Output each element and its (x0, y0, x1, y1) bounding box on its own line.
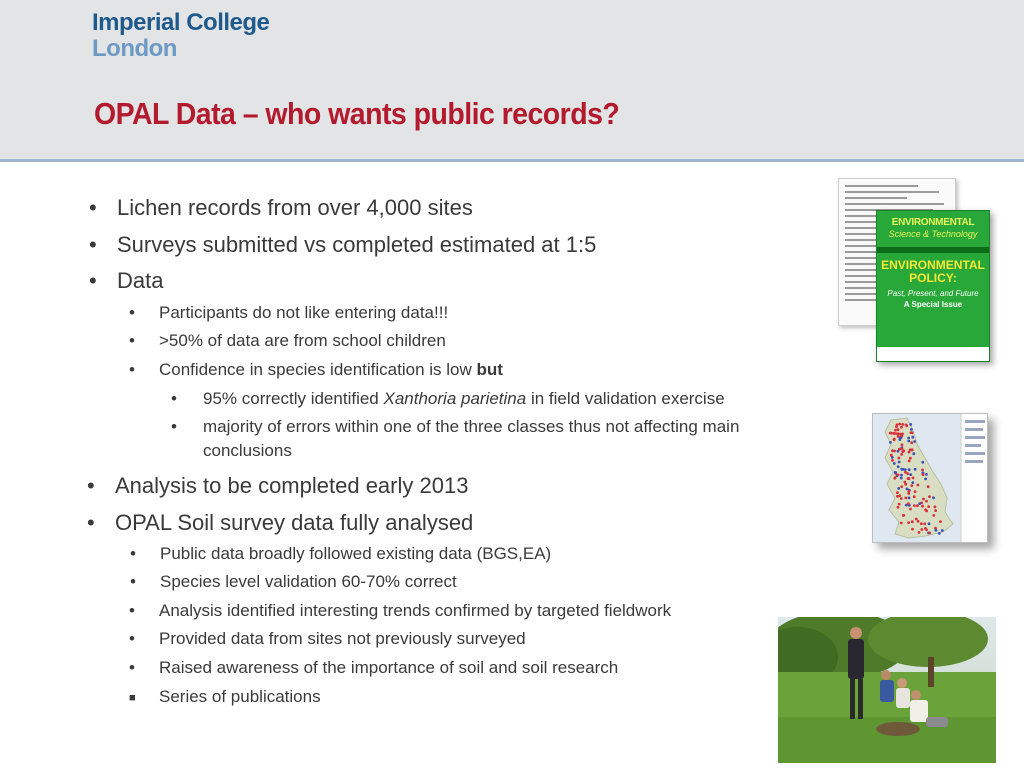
square-bullet-icon: ■ (129, 692, 136, 704)
map-record-dot (896, 495, 899, 498)
bullet-text: Lichen records from over 4,000 sites (117, 195, 473, 220)
map-record-dot (908, 460, 911, 463)
map-record-dot (894, 471, 897, 474)
map-record-dot (898, 457, 901, 460)
sub-bullet-confidence (129, 360, 503, 380)
map-record-dot (908, 468, 911, 471)
bullet-icon: • (129, 601, 135, 620)
sub-bullet-awareness (129, 658, 619, 678)
map-record-dot (889, 441, 892, 444)
map-record-dot (917, 520, 920, 523)
bullet-icon: • (130, 544, 136, 563)
fieldwork-photo-graphic (778, 617, 996, 763)
map-record-dot (910, 484, 913, 487)
map-record-dot (900, 453, 903, 456)
map-record-dot (898, 503, 901, 506)
map-record-dot (912, 477, 915, 480)
map-record-dot (918, 531, 921, 534)
map-record-dot (927, 505, 930, 508)
uk-map-graphic (873, 414, 988, 543)
map-record-dot (900, 497, 903, 500)
sub-bullet-school-children (129, 331, 446, 351)
map-record-dot (901, 450, 904, 453)
bullet-icon: • (89, 268, 97, 293)
bullet-data (89, 268, 164, 294)
sub-bullet-participants (129, 303, 449, 323)
sub-bullet-species-validation (130, 572, 457, 592)
map-record-dot (907, 437, 910, 440)
bullet-icon: • (89, 195, 97, 220)
map-record-dot (913, 440, 916, 443)
map-record-dot (904, 468, 907, 471)
map-record-dot (913, 504, 916, 507)
map-record-dot (913, 495, 916, 498)
bullet-text-bold: but (476, 360, 503, 379)
map-record-dot (893, 462, 896, 465)
map-record-dot (941, 529, 944, 532)
map-record-dot (934, 506, 937, 509)
map-record-dot (911, 448, 914, 451)
map-record-dot (909, 423, 912, 426)
map-record-dot (900, 474, 903, 477)
map-record-dot (901, 433, 904, 436)
bullet-text: Confidence in species identification is low (159, 360, 472, 379)
map-record-dot (932, 514, 935, 517)
map-record-dot (905, 424, 908, 427)
map-record-dot (925, 473, 928, 476)
bullet-icon: • (171, 389, 177, 408)
map-record-dot (897, 428, 900, 431)
bullet-icon: • (87, 473, 95, 498)
map-record-dot (920, 528, 923, 531)
map-record-dot (901, 468, 904, 471)
map-record-dot (900, 485, 903, 488)
map-record-dot (911, 520, 914, 523)
logo-line-2: London (92, 35, 177, 62)
slide-title: OPAL Data – who wants public records? (94, 96, 620, 131)
bullet-analysis-2013 (87, 473, 469, 499)
bullet-text: Provided data from sites not previously surveyed (159, 629, 526, 648)
cover-subtitle: Past, Present, and Future (887, 289, 979, 298)
uk-records-map-image (872, 413, 988, 543)
bullet-icon: • (129, 331, 135, 350)
cover-heading-1: ENVIRONMENTAL (881, 258, 985, 272)
map-record-dot (897, 474, 900, 477)
map-record-dot (939, 520, 942, 523)
cover-heading-2: POLICY: (909, 271, 957, 285)
map-record-dot (924, 478, 927, 481)
map-record-dot (916, 504, 919, 507)
map-record-dot (934, 509, 937, 512)
map-record-dot (922, 498, 925, 501)
map-record-dot (900, 477, 903, 480)
map-record-dot (893, 438, 896, 441)
journal-subtitle: Science & Technology (888, 229, 978, 239)
sub-sub-bullet-xanthoria (171, 389, 725, 409)
map-record-dot (917, 484, 920, 487)
map-record-dot (898, 423, 901, 426)
sub-bullet-public-data (130, 544, 552, 564)
map-record-dot (898, 461, 901, 464)
map-record-dot (909, 508, 912, 511)
bullet-text: 95% correctly identified (203, 389, 379, 408)
map-record-dot (900, 522, 903, 525)
imperial-college-logo (92, 10, 269, 62)
fieldwork-photo (778, 617, 996, 763)
map-record-dot (910, 441, 913, 444)
map-record-dot (894, 429, 897, 432)
map-record-dot (911, 431, 914, 434)
map-record-dot (908, 497, 911, 500)
bullet-text: Analysis identified interesting trends confirmed by targeted fieldwork (159, 601, 672, 620)
bullet-text: OPAL Soil survey data fully analysed (115, 510, 474, 535)
map-record-dot (914, 490, 917, 493)
map-record-dot (897, 435, 900, 438)
bullet-text: majority of errors within one of the three classes thus not affecting main (203, 417, 740, 436)
map-record-dot (925, 500, 928, 503)
bullet-text: Surveys submitted vs completed estimated at 1:5 (117, 232, 597, 257)
map-record-dot (922, 473, 925, 476)
map-record-dot (911, 436, 914, 439)
map-record-dot (904, 471, 907, 474)
bullet-lichen-records (89, 195, 473, 221)
bullet-text: Data (117, 268, 164, 293)
map-record-dot (907, 502, 910, 505)
bullet-icon: • (89, 232, 97, 257)
map-record-dot (891, 459, 894, 462)
bullet-text: Public data broadly followed existing data (BGS,EA) (160, 544, 552, 563)
map-record-dot (935, 529, 938, 532)
slide-header (0, 0, 1024, 162)
map-record-dot (894, 476, 897, 479)
map-record-dot (909, 457, 912, 460)
map-record-dot (932, 496, 935, 499)
journal-title: ENVIRONMENTAL (891, 217, 975, 228)
map-record-dot (903, 481, 906, 484)
map-record-dot (924, 508, 927, 511)
sub-sub-bullet-errors (171, 417, 740, 437)
map-record-dot (900, 447, 903, 450)
species-name: Xanthoria parietina (383, 389, 527, 408)
map-record-dot (938, 532, 941, 535)
map-record-dot (897, 506, 900, 509)
bullet-text: Species level validation 60-70% correct (160, 572, 457, 591)
map-record-dot (914, 468, 917, 471)
map-record-dot (897, 487, 900, 490)
bullet-icon: • (129, 629, 135, 648)
map-record-dot (921, 461, 924, 464)
map-record-dot (906, 488, 909, 491)
bullet-icon: • (129, 360, 135, 379)
bullet-text: Series of publications (159, 687, 321, 706)
journal-front-cover (876, 210, 990, 362)
map-record-dot (890, 432, 893, 435)
sub-bullet-publications (129, 687, 321, 707)
map-record-dot (896, 423, 899, 426)
bullet-surveys-ratio (89, 232, 597, 258)
bullet-text: Raised awareness of the importance of soil and soil research (159, 658, 619, 677)
map-record-dot (923, 522, 926, 525)
bullet-icon: • (87, 510, 95, 535)
map-record-dot (897, 450, 900, 453)
map-record-dot (893, 432, 896, 435)
map-record-dot (907, 440, 910, 443)
map-record-dot (901, 423, 904, 426)
map-record-dot (909, 473, 912, 476)
map-record-dot (901, 443, 904, 446)
cover-special-issue: A Special Issue (903, 300, 963, 309)
sub-bullet-trends (129, 601, 672, 621)
bullet-icon: • (171, 417, 177, 436)
map-record-dot (898, 494, 901, 497)
map-record-dot (920, 522, 923, 525)
sub-bullet-new-sites (129, 629, 526, 649)
map-record-dot (918, 502, 921, 505)
map-record-dot (912, 452, 915, 455)
map-record-dot (928, 532, 931, 535)
map-record-dot (928, 495, 931, 498)
map-record-dot (907, 521, 910, 524)
bullet-text: conclusions (203, 441, 292, 460)
map-record-dot (915, 518, 918, 521)
bullet-icon: • (129, 658, 135, 677)
map-record-dot (900, 426, 903, 429)
bullet-text: >50% of data are from school children (159, 331, 446, 350)
map-record-dot (911, 528, 914, 531)
map-record-dot (910, 428, 913, 431)
bullet-text-cont: in field validation exercise (530, 389, 725, 408)
map-record-dot (908, 477, 911, 480)
map-record-dot (902, 514, 905, 517)
map-record-dot (897, 465, 900, 468)
map-record-dot (904, 497, 907, 500)
map-record-dot (921, 469, 924, 472)
bullet-icon: • (130, 572, 136, 591)
map-record-dot (899, 438, 902, 441)
map-record-dot (896, 491, 899, 494)
map-record-dot (907, 492, 910, 495)
logo-line-1: Imperial College (92, 9, 270, 36)
sub-sub-bullet-errors-cont (203, 441, 292, 461)
journal-cover-image (838, 178, 998, 368)
map-record-dot (908, 451, 911, 454)
map-record-dot (921, 505, 924, 508)
bullet-icon: • (129, 303, 135, 322)
bullet-soil-survey (87, 510, 474, 536)
map-record-dot (924, 527, 927, 530)
map-record-dot (927, 485, 930, 488)
map-record-dot (893, 450, 896, 453)
map-record-dot (928, 522, 931, 525)
bullet-text: Participants do not like entering data!!! (159, 303, 449, 322)
map-record-dot (911, 481, 914, 484)
map-record-dot (890, 454, 893, 457)
bullet-text: Analysis to be completed early 2013 (115, 473, 469, 498)
